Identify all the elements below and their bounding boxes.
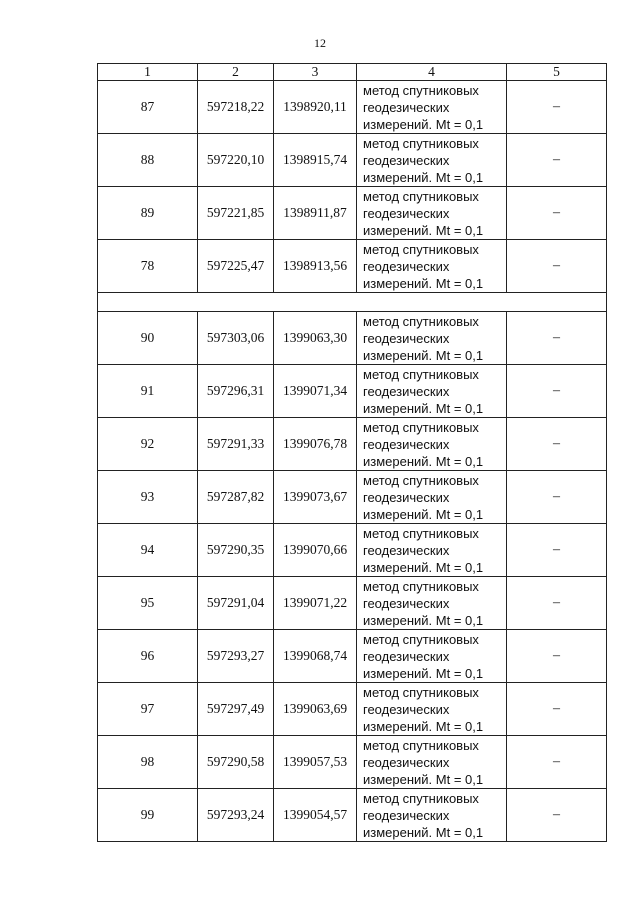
note-cell: – <box>507 736 607 789</box>
note-cell: – <box>507 789 607 842</box>
x-coordinate-cell: 597221,85 <box>198 187 274 240</box>
x-coordinate-cell: 597290,35 <box>198 524 274 577</box>
x-coordinate-cell: 597225,47 <box>198 240 274 293</box>
method-cell: метод спутниковых геодезических измерений. Mt = 0,1 <box>357 240 507 293</box>
method-cell: метод спутниковых геодезических измерений. Mt = 0,1 <box>357 134 507 187</box>
y-coordinate-cell: 1399068,74 <box>274 630 357 683</box>
point-number-cell: 92 <box>98 418 198 471</box>
method-cell: метод спутниковых геодезических измерений. Mt = 0,1 <box>357 736 507 789</box>
table-row <box>98 312 607 365</box>
method-cell: метод спутниковых геодезических измерений. Mt = 0,1 <box>357 187 507 240</box>
table-row <box>98 418 607 471</box>
x-coordinate-cell: 597218,22 <box>198 81 274 134</box>
note-cell: – <box>507 240 607 293</box>
column-header-5: 5 <box>507 64 607 81</box>
method-cell: метод спутниковых геодезических измерений. Mt = 0,1 <box>357 418 507 471</box>
y-coordinate-cell: 1399054,57 <box>274 789 357 842</box>
method-cell: метод спутниковых геодезических измерений. Mt = 0,1 <box>357 630 507 683</box>
note-cell: – <box>507 418 607 471</box>
y-coordinate-cell: 1399071,34 <box>274 365 357 418</box>
x-coordinate-cell: 597291,33 <box>198 418 274 471</box>
page-number: 12 <box>314 36 326 50</box>
point-number-cell: 91 <box>98 365 198 418</box>
note-cell: – <box>507 471 607 524</box>
method-cell: метод спутниковых геодезических измерений. Mt = 0,1 <box>357 81 507 134</box>
x-coordinate-cell: 597297,49 <box>198 683 274 736</box>
table-row <box>98 683 607 736</box>
table-row <box>98 789 607 842</box>
method-cell: метод спутниковых геодезических измерений. Mt = 0,1 <box>357 471 507 524</box>
note-cell: – <box>507 365 607 418</box>
x-coordinate-cell: 597287,82 <box>198 471 274 524</box>
table-row <box>98 471 607 524</box>
point-number-cell: 99 <box>98 789 198 842</box>
x-coordinate-cell: 597293,27 <box>198 630 274 683</box>
contour-separator-row <box>98 293 607 312</box>
y-coordinate-cell: 1399063,69 <box>274 683 357 736</box>
note-cell: – <box>507 577 607 630</box>
y-coordinate-cell: 1398911,87 <box>274 187 357 240</box>
x-coordinate-cell: 597220,10 <box>198 134 274 187</box>
separator-cell <box>98 293 607 312</box>
x-coordinate-cell: 597303,06 <box>198 312 274 365</box>
table-row <box>98 240 607 293</box>
y-coordinate-cell: 1398915,74 <box>274 134 357 187</box>
table-row <box>98 736 607 789</box>
point-number-cell: 93 <box>98 471 198 524</box>
coordinates-table-body <box>98 64 607 842</box>
column-header-2: 2 <box>198 64 274 81</box>
table-row <box>98 577 607 630</box>
x-coordinate-cell: 597291,04 <box>198 577 274 630</box>
table-row <box>98 524 607 577</box>
note-cell: – <box>507 312 607 365</box>
column-header-1: 1 <box>98 64 198 81</box>
table-row <box>98 187 607 240</box>
table-row <box>98 134 607 187</box>
method-cell: метод спутниковых геодезических измерений. Mt = 0,1 <box>357 789 507 842</box>
coordinates-table <box>97 63 607 842</box>
column-header-3: 3 <box>274 64 357 81</box>
table-header-row <box>98 64 607 81</box>
point-number-cell: 88 <box>98 134 198 187</box>
point-number-cell: 89 <box>98 187 198 240</box>
column-header-4: 4 <box>357 64 507 81</box>
point-number-cell: 87 <box>98 81 198 134</box>
y-coordinate-cell: 1399070,66 <box>274 524 357 577</box>
method-cell: метод спутниковых геодезических измерений. Mt = 0,1 <box>357 312 507 365</box>
y-coordinate-cell: 1399071,22 <box>274 577 357 630</box>
table-row <box>98 365 607 418</box>
point-number-cell: 97 <box>98 683 198 736</box>
x-coordinate-cell: 597296,31 <box>198 365 274 418</box>
point-number-cell: 98 <box>98 736 198 789</box>
method-cell: метод спутниковых геодезических измерений. Mt = 0,1 <box>357 365 507 418</box>
y-coordinate-cell: 1399057,53 <box>274 736 357 789</box>
y-coordinate-cell: 1398913,56 <box>274 240 357 293</box>
note-cell: – <box>507 81 607 134</box>
x-coordinate-cell: 597290,58 <box>198 736 274 789</box>
point-number-cell: 90 <box>98 312 198 365</box>
note-cell: – <box>507 187 607 240</box>
note-cell: – <box>507 683 607 736</box>
y-coordinate-cell: 1399073,67 <box>274 471 357 524</box>
point-number-cell: 94 <box>98 524 198 577</box>
y-coordinate-cell: 1399076,78 <box>274 418 357 471</box>
table-row <box>98 630 607 683</box>
method-cell: метод спутниковых геодезических измерений. Mt = 0,1 <box>357 577 507 630</box>
method-cell: метод спутниковых геодезических измерений. Mt = 0,1 <box>357 683 507 736</box>
method-cell: метод спутниковых геодезических измерений. Mt = 0,1 <box>357 524 507 577</box>
note-cell: – <box>507 134 607 187</box>
point-number-cell: 78 <box>98 240 198 293</box>
table-row <box>98 81 607 134</box>
note-cell: – <box>507 524 607 577</box>
x-coordinate-cell: 597293,24 <box>198 789 274 842</box>
point-number-cell: 95 <box>98 577 198 630</box>
y-coordinate-cell: 1399063,30 <box>274 312 357 365</box>
point-number-cell: 96 <box>98 630 198 683</box>
y-coordinate-cell: 1398920,11 <box>274 81 357 134</box>
note-cell: – <box>507 630 607 683</box>
